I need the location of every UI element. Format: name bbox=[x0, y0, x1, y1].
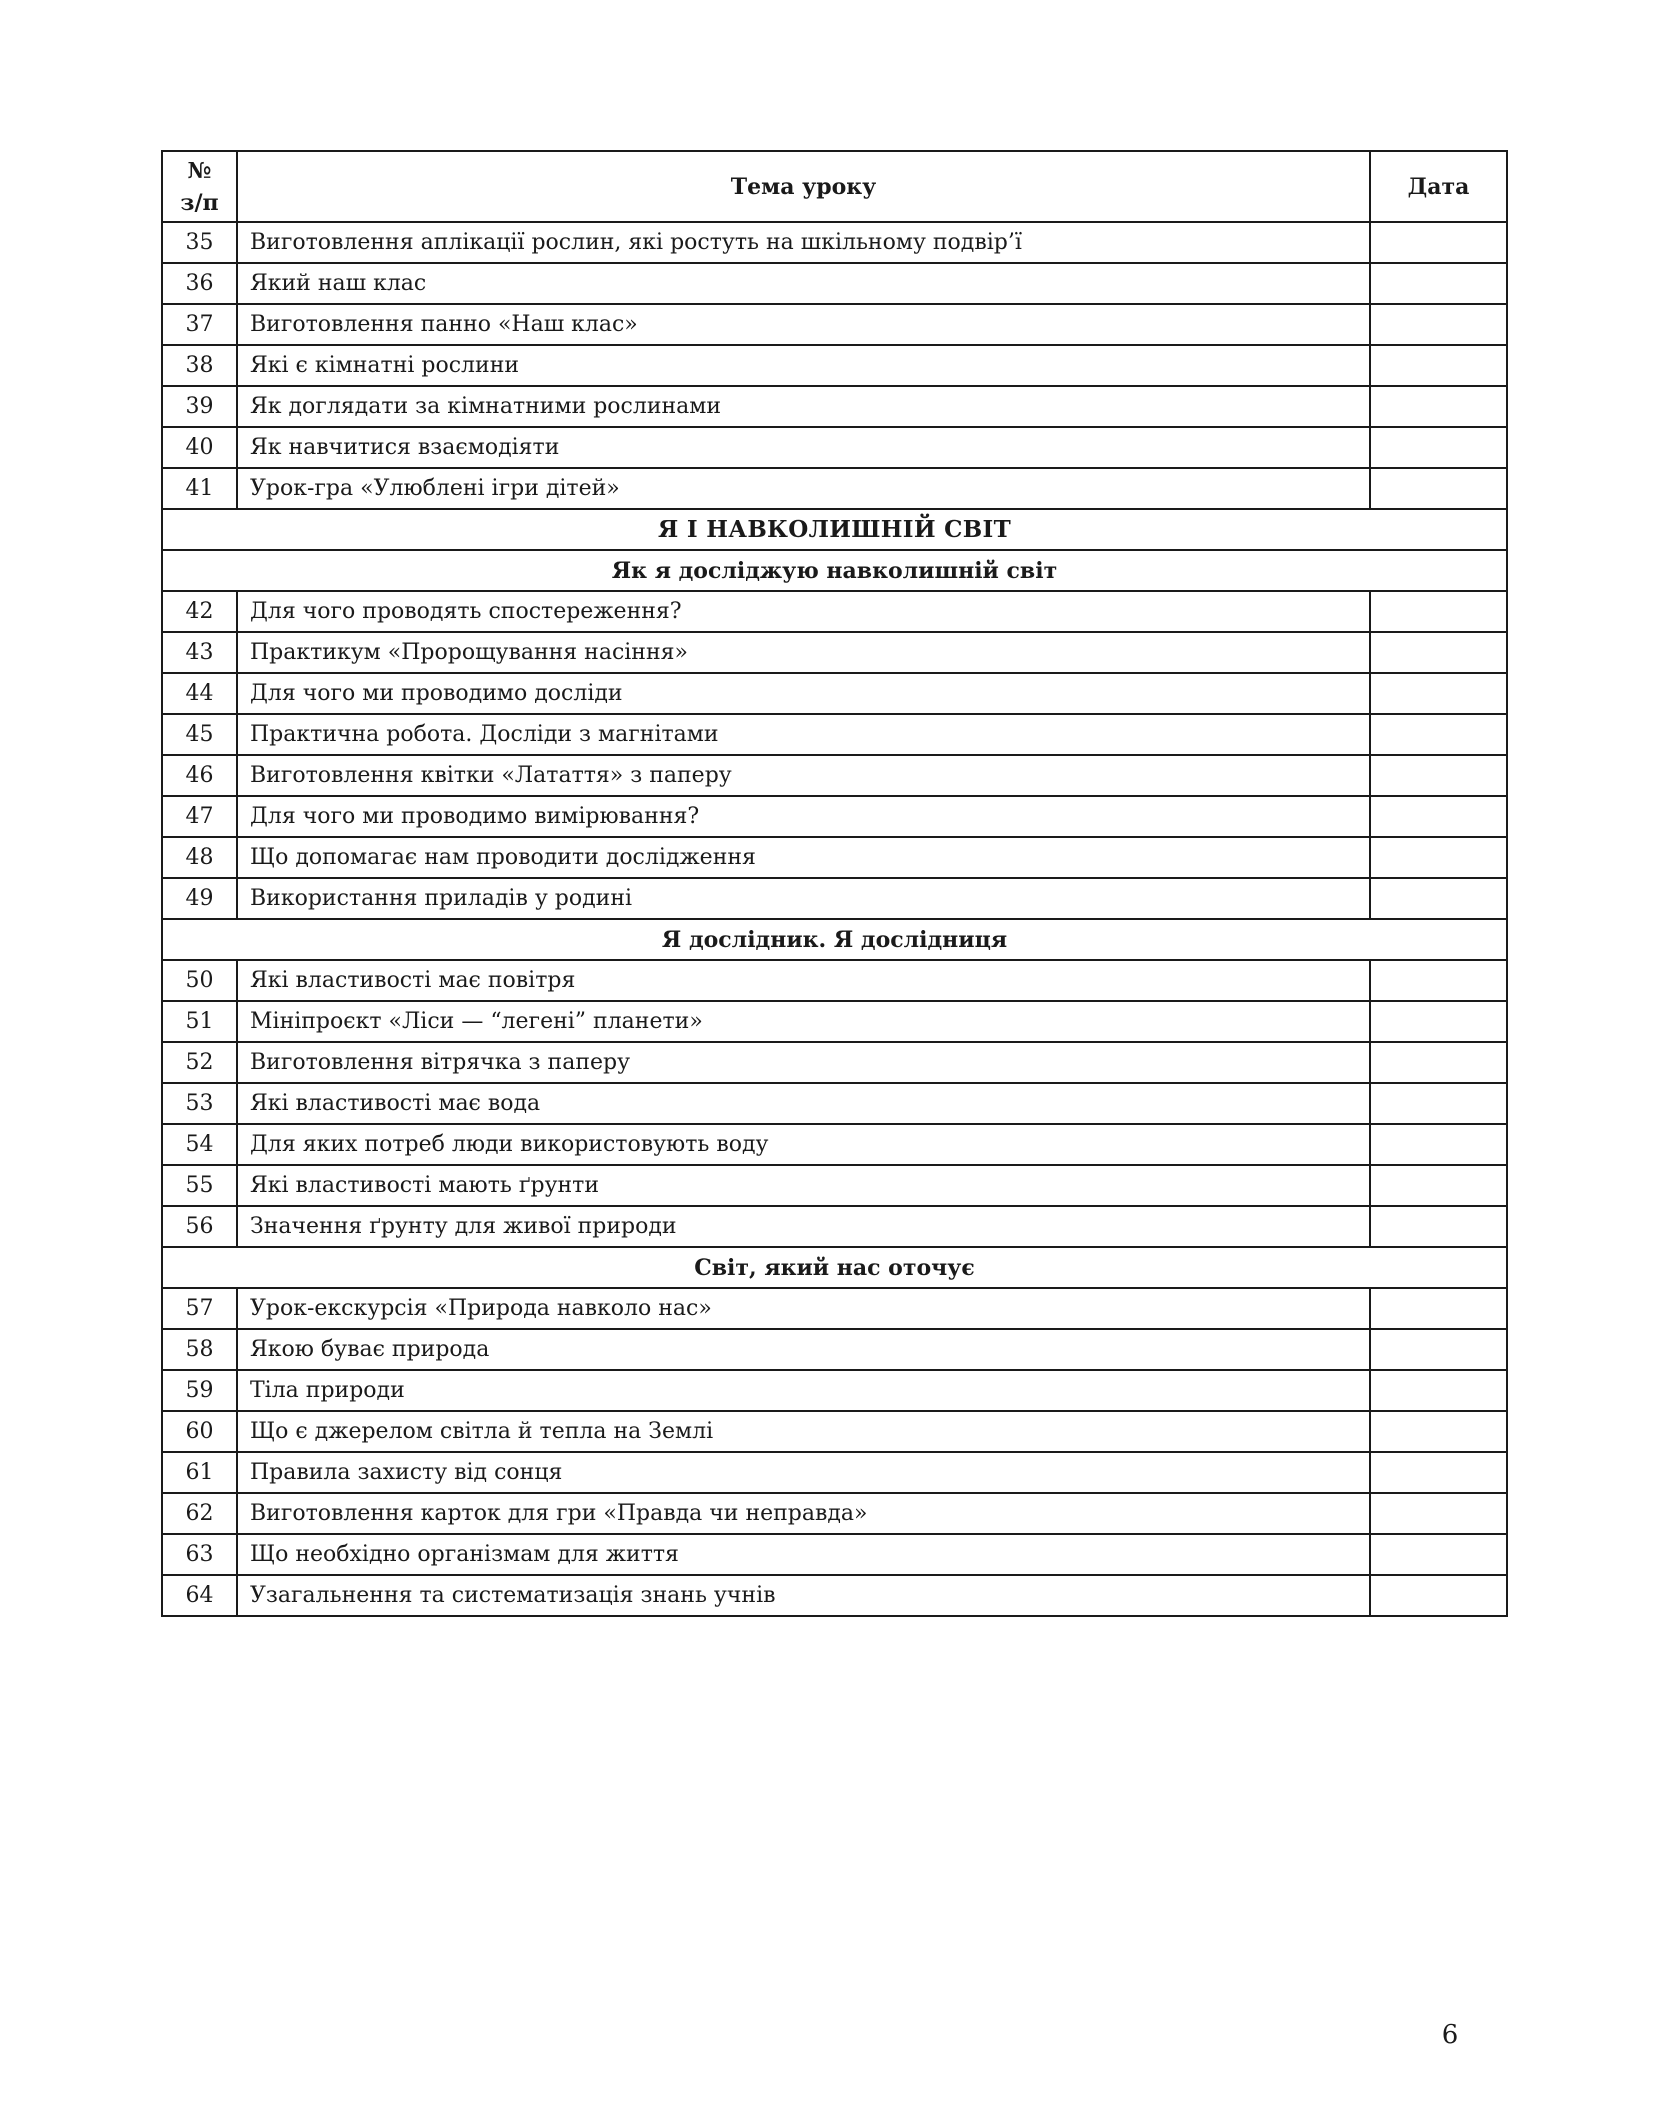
table-row bbox=[162, 222, 1507, 263]
lesson-number: 45 bbox=[162, 714, 237, 755]
table-row bbox=[162, 673, 1507, 714]
lesson-number: 35 bbox=[162, 222, 237, 263]
table-row bbox=[162, 1452, 1507, 1493]
date-column-header: Дата bbox=[1370, 151, 1507, 222]
table-row bbox=[162, 837, 1507, 878]
table-row bbox=[162, 1042, 1507, 1083]
table-row bbox=[162, 1001, 1507, 1042]
lesson-date-cell bbox=[1370, 755, 1507, 796]
section-title: Я І НАВКОЛИШНІЙ СВІТ bbox=[162, 509, 1507, 550]
table-row bbox=[162, 1124, 1507, 1165]
table-row bbox=[162, 632, 1507, 673]
lesson-date-cell bbox=[1370, 1534, 1507, 1575]
lesson-topic: Практикум «Пророщування насіння» bbox=[237, 632, 1370, 673]
lesson-topic: Які властивості має вода bbox=[237, 1083, 1370, 1124]
lesson-topic: Виготовлення вітрячка з паперу bbox=[237, 1042, 1370, 1083]
lesson-date-cell bbox=[1370, 1493, 1507, 1534]
lesson-date-cell bbox=[1370, 1206, 1507, 1247]
lesson-number: 58 bbox=[162, 1329, 237, 1370]
lesson-topic: Урок-гра «Улюблені ігри дітей» bbox=[237, 468, 1370, 509]
table-row bbox=[162, 468, 1507, 509]
lesson-topic: Якою буває природа bbox=[237, 1329, 1370, 1370]
lesson-topic: Практична робота. Досліди з магнітами bbox=[237, 714, 1370, 755]
table-row bbox=[162, 878, 1507, 919]
lesson-number: 47 bbox=[162, 796, 237, 837]
lesson-topic: Використання приладів у родині bbox=[237, 878, 1370, 919]
lesson-topic: Що необхідно організмам для життя bbox=[237, 1534, 1370, 1575]
lesson-number: 55 bbox=[162, 1165, 237, 1206]
lesson-topic: Тіла природи bbox=[237, 1370, 1370, 1411]
lesson-topic: Мініпроєкт «Ліси — “легені” планети» bbox=[237, 1001, 1370, 1042]
lesson-topic: Виготовлення аплікації рослин, які ростуть на шкільному подвір’ї bbox=[237, 222, 1370, 263]
lesson-number: 51 bbox=[162, 1001, 237, 1042]
table-row bbox=[162, 1206, 1507, 1247]
lesson-topic: Виготовлення квітки «Латаття» з паперу bbox=[237, 755, 1370, 796]
subsection-title: Світ, який нас оточує bbox=[162, 1247, 1507, 1288]
lesson-date-cell bbox=[1370, 222, 1507, 263]
table-header-row bbox=[162, 151, 1507, 222]
lesson-date-cell bbox=[1370, 1288, 1507, 1329]
lesson-number: 50 bbox=[162, 960, 237, 1001]
lesson-topic: Правила захисту від сонця bbox=[237, 1452, 1370, 1493]
lesson-topic: Які властивості має повітря bbox=[237, 960, 1370, 1001]
table-row bbox=[162, 1534, 1507, 1575]
table-row bbox=[162, 591, 1507, 632]
lesson-date-cell bbox=[1370, 1370, 1507, 1411]
lesson-topic: Узагальнення та систематизація знань учнів bbox=[237, 1575, 1370, 1616]
table-row bbox=[162, 1288, 1507, 1329]
lesson-date-cell bbox=[1370, 1165, 1507, 1206]
table-row bbox=[162, 1411, 1507, 1452]
lesson-date-cell bbox=[1370, 263, 1507, 304]
table-row bbox=[162, 304, 1507, 345]
lesson-number: 36 bbox=[162, 263, 237, 304]
num-header-abbrev: з/п bbox=[180, 189, 219, 216]
lesson-topic: Що є джерелом світла й тепла на Землі bbox=[237, 1411, 1370, 1452]
lesson-date-cell bbox=[1370, 1042, 1507, 1083]
lesson-number: 41 bbox=[162, 468, 237, 509]
lesson-number: 61 bbox=[162, 1452, 237, 1493]
lesson-number: 63 bbox=[162, 1534, 237, 1575]
lesson-topic: Виготовлення панно «Наш клас» bbox=[237, 304, 1370, 345]
lesson-topic: Для яких потреб люди використовують воду bbox=[237, 1124, 1370, 1165]
lesson-topic: Які властивості мають ґрунти bbox=[237, 1165, 1370, 1206]
lesson-topic: Для чого ми проводимо вимірювання? bbox=[237, 796, 1370, 837]
topic-column-header: Тема уроку bbox=[237, 151, 1370, 222]
lesson-plan-table bbox=[161, 150, 1508, 1617]
lesson-topic: Який наш клас bbox=[237, 263, 1370, 304]
lesson-number: 44 bbox=[162, 673, 237, 714]
lesson-number: 40 bbox=[162, 427, 237, 468]
lesson-number: 62 bbox=[162, 1493, 237, 1534]
lesson-number: 53 bbox=[162, 1083, 237, 1124]
lesson-number: 56 bbox=[162, 1206, 237, 1247]
subsection-title: Я дослідник. Я дослідниця bbox=[162, 919, 1507, 960]
lesson-number: 38 bbox=[162, 345, 237, 386]
lesson-date-cell bbox=[1370, 878, 1507, 919]
table-row bbox=[162, 1083, 1507, 1124]
page-number: 6 bbox=[1441, 2020, 1459, 2050]
lesson-topic: Значення ґрунту для живої природи bbox=[237, 1206, 1370, 1247]
table-row bbox=[162, 1575, 1507, 1616]
lesson-date-cell bbox=[1370, 1083, 1507, 1124]
subsection-heading-row bbox=[162, 1247, 1507, 1288]
lesson-topic: Виготовлення карток для гри «Правда чи неправда» bbox=[237, 1493, 1370, 1534]
table-row bbox=[162, 386, 1507, 427]
table-row bbox=[162, 345, 1507, 386]
table-row bbox=[162, 1370, 1507, 1411]
subsection-heading-row bbox=[162, 550, 1507, 591]
table-row bbox=[162, 960, 1507, 1001]
lesson-number: 54 bbox=[162, 1124, 237, 1165]
subsection-heading-row bbox=[162, 919, 1507, 960]
table-row bbox=[162, 714, 1507, 755]
lesson-date-cell bbox=[1370, 1124, 1507, 1165]
lesson-topic: Що допомагає нам проводити дослідження bbox=[237, 837, 1370, 878]
lesson-number: 57 bbox=[162, 1288, 237, 1329]
lesson-date-cell bbox=[1370, 427, 1507, 468]
lesson-number: 60 bbox=[162, 1411, 237, 1452]
lesson-topic: Які є кімнатні рослини bbox=[237, 345, 1370, 386]
lesson-number: 64 bbox=[162, 1575, 237, 1616]
lesson-topic: Як навчитися взаємодіяти bbox=[237, 427, 1370, 468]
lesson-number: 49 bbox=[162, 878, 237, 919]
lesson-number: 39 bbox=[162, 386, 237, 427]
lesson-topic: Для чого ми проводимо досліди bbox=[237, 673, 1370, 714]
lesson-date-cell bbox=[1370, 345, 1507, 386]
lesson-topic: Для чого проводять спостереження? bbox=[237, 591, 1370, 632]
table-row bbox=[162, 1493, 1507, 1534]
lesson-number: 59 bbox=[162, 1370, 237, 1411]
lesson-date-cell bbox=[1370, 796, 1507, 837]
lesson-date-cell bbox=[1370, 960, 1507, 1001]
table-row bbox=[162, 796, 1507, 837]
lesson-number: 52 bbox=[162, 1042, 237, 1083]
lesson-date-cell bbox=[1370, 1329, 1507, 1370]
table-row bbox=[162, 1329, 1507, 1370]
lesson-topic: Урок-екскурсія «Природа навколо нас» bbox=[237, 1288, 1370, 1329]
lesson-number: 48 bbox=[162, 837, 237, 878]
lesson-number: 42 bbox=[162, 591, 237, 632]
table-row bbox=[162, 1165, 1507, 1206]
lesson-date-cell bbox=[1370, 1452, 1507, 1493]
lesson-number: 37 bbox=[162, 304, 237, 345]
num-header-symbol: № bbox=[187, 157, 212, 184]
lesson-number: 46 bbox=[162, 755, 237, 796]
lesson-number: 43 bbox=[162, 632, 237, 673]
lesson-topic: Як доглядати за кімнатними рослинами bbox=[237, 386, 1370, 427]
section-heading-row bbox=[162, 509, 1507, 550]
table-row bbox=[162, 427, 1507, 468]
lesson-date-cell bbox=[1370, 591, 1507, 632]
table-row bbox=[162, 755, 1507, 796]
lesson-date-cell bbox=[1370, 468, 1507, 509]
subsection-title: Як я досліджую навколишній світ bbox=[162, 550, 1507, 591]
table-body bbox=[162, 222, 1507, 1616]
lesson-date-cell bbox=[1370, 632, 1507, 673]
lesson-date-cell bbox=[1370, 673, 1507, 714]
table-row bbox=[162, 263, 1507, 304]
lesson-date-cell bbox=[1370, 1001, 1507, 1042]
lesson-date-cell bbox=[1370, 1411, 1507, 1452]
lesson-date-cell bbox=[1370, 304, 1507, 345]
lesson-date-cell bbox=[1370, 386, 1507, 427]
lesson-date-cell bbox=[1370, 714, 1507, 755]
lesson-date-cell bbox=[1370, 1575, 1507, 1616]
num-column-header bbox=[162, 151, 237, 222]
lesson-date-cell bbox=[1370, 837, 1507, 878]
